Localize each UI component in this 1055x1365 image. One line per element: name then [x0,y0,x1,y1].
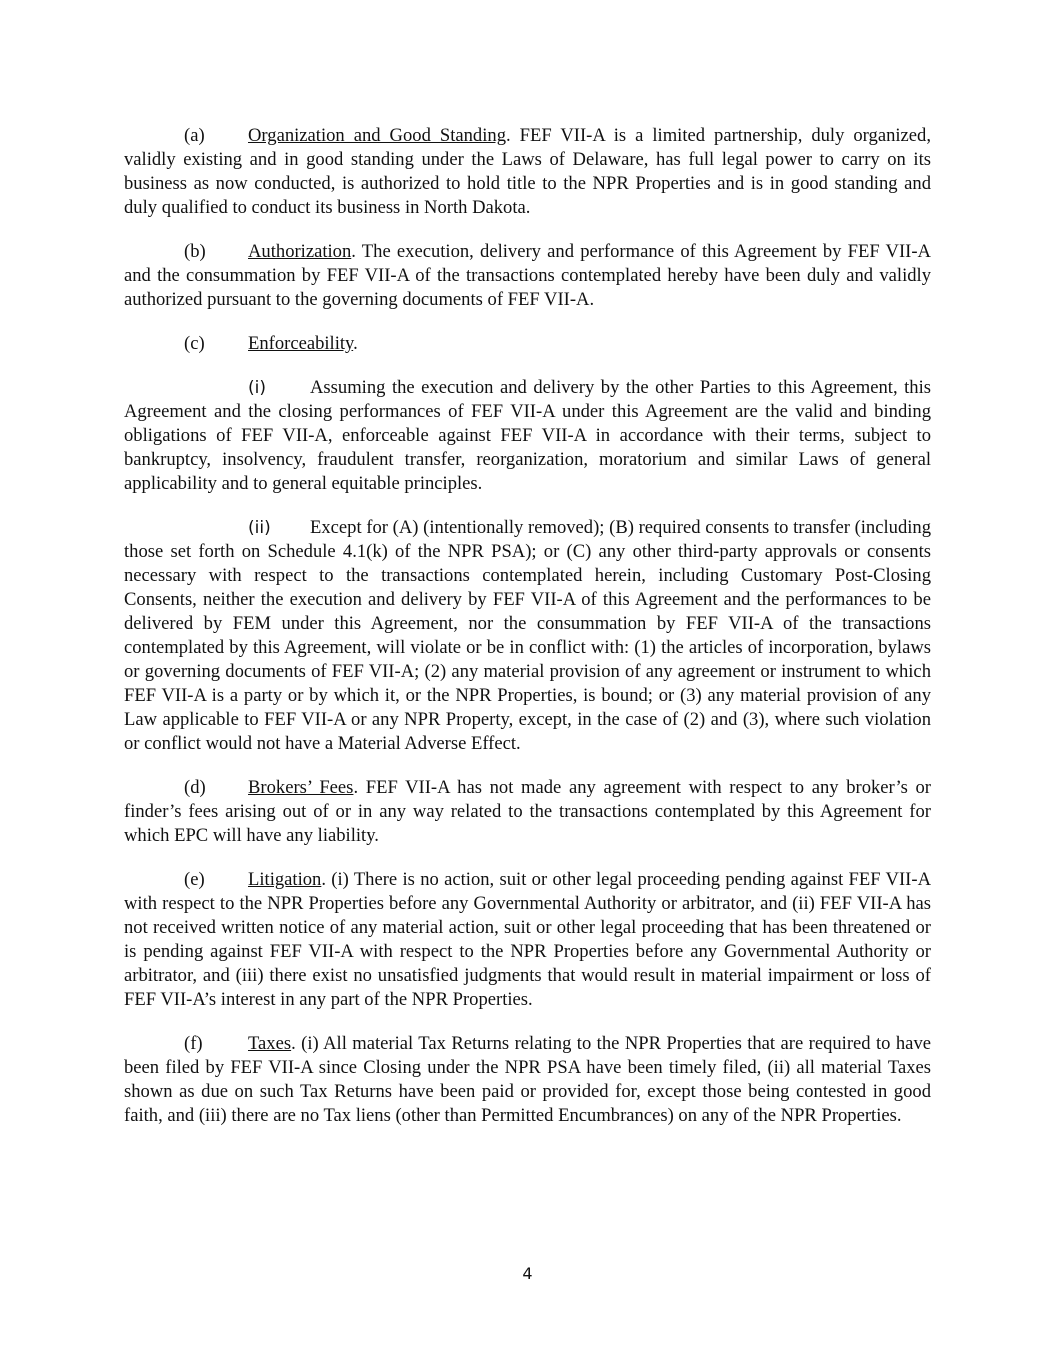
section-f [124,1032,931,1128]
section-a-label: (a) [184,125,205,146]
section-d-heading: Brokers’ Fees [248,777,354,798]
page-number: 4 [522,1264,533,1283]
section-c-body: . [353,333,358,354]
section-c-i [124,376,931,496]
section-a-heading: Organization and Good Standing [248,125,506,146]
section-f-heading: Taxes [248,1033,292,1054]
section-c-i-label: (i) [248,378,266,398]
section-c-ii [124,516,931,756]
section-b-label: (b) [184,241,206,262]
section-e-body: . (i) There is no action, suit or other legal proceeding pending against FEF VII-A with respect to the NPR Properties before any Governmental Authority or arbitrator, and (ii) FEF VII-A has not received written notice of any material action, suit or other legal proceeding that has been threatened or is pending against FEF VII-A with respect to the NPR Properties before any Governmental Authority or arbitrator, and (iii) there exist no unsatisfied judgments that would result in material impairment or loss of FEF VII-A’s interest in any part of the NPR Properties. [124,869,931,1010]
section-b-body: . The execution, delivery and performance of this Agreement by FEF VII-A and the consummation by FEF VII-A of the transactions contemplated hereby have been duly and validly authorized pursuant to the governing documents of FEF VII-A. [124,241,931,310]
section-a [124,124,931,220]
section-c-ii-body: Except for (A) (intentionally removed); (B) required consents to transfer (including those set forth on Schedule 4.1(k) of the NPR PSA); or (C) any other third-party approvals or consents necessary with respect to the transactions contemplated herein, including Customary Post-Closing Consents, neither the execution and delivery by FEF VII-A of this Agreement and the performances to be delivered by FEM under this Agreement, nor the consummation by FEF VII-A of the transactions contemplated by this Agreement, will violate or be in conflict with: (1) the articles of incorporation, bylaws or governing documents of FEF VII-A; (2) any material provision of any agreement or instrument to which FEF VII-A is a party or by which it, or the NPR Properties, is bound; or (3) any material provision of any Law applicable to FEF VII-A or any NPR Property, except, in the case of (2) and (3), where such violation or conflict would not have a Material Adverse Effect. [124,517,931,754]
section-d [124,776,931,848]
section-f-body: . (i) All material Tax Returns relating to the NPR Properties that are required to have been filed by FEF VII-A since Closing under the NPR PSA have been timely filed, (ii) all material Taxes shown as due on such Tax Returns have been paid or provided for, except those being contested in good faith, and (iii) there are no Tax liens (other than Permitted Encumbrances) on any of the NPR Properties. [124,1033,931,1126]
document-body [124,124,931,1128]
section-b-heading: Authorization [248,241,352,262]
section-a-body: . FEF VII-A is a limited partnership, duly organized, validly existing and in good standing under the Laws of Delaware, has full legal power to carry on its business as now conducted, is authorized to hold title to the NPR Properties and is in good standing and duly qualified to conduct its business in North Dakota. [124,125,932,218]
section-e [124,868,931,1012]
section-c-ii-label: (ii) [248,518,271,538]
section-b [124,240,931,312]
section-e-heading: Litigation [248,869,322,890]
section-c-heading: Enforceability [248,333,354,354]
section-d-label: (d) [184,777,206,798]
section-f-label: (f) [184,1033,203,1054]
section-e-label: (e) [184,869,205,890]
section-c-label: (c) [184,333,205,354]
section-d-body: . FEF VII-A has not made any agreement with respect to any broker’s or finder’s fees arising out of or in any way related to the transactions contemplated by this Agreement for which EPC will have any liability. [124,777,931,846]
section-c [124,332,931,356]
section-c-i-body: Assuming the execution and delivery by the other Parties to this Agreement, this Agreement and the closing performances of FEF VII-A under this Agreement are the valid and binding obligations of FEF VII-A, enforceable against FEF VII-A in accordance with their terms, subject to bankruptcy, insolvency, fraudulent transfer, reorganization, moratorium and similar Laws of general applicability and to general equitable principles. [124,377,931,494]
